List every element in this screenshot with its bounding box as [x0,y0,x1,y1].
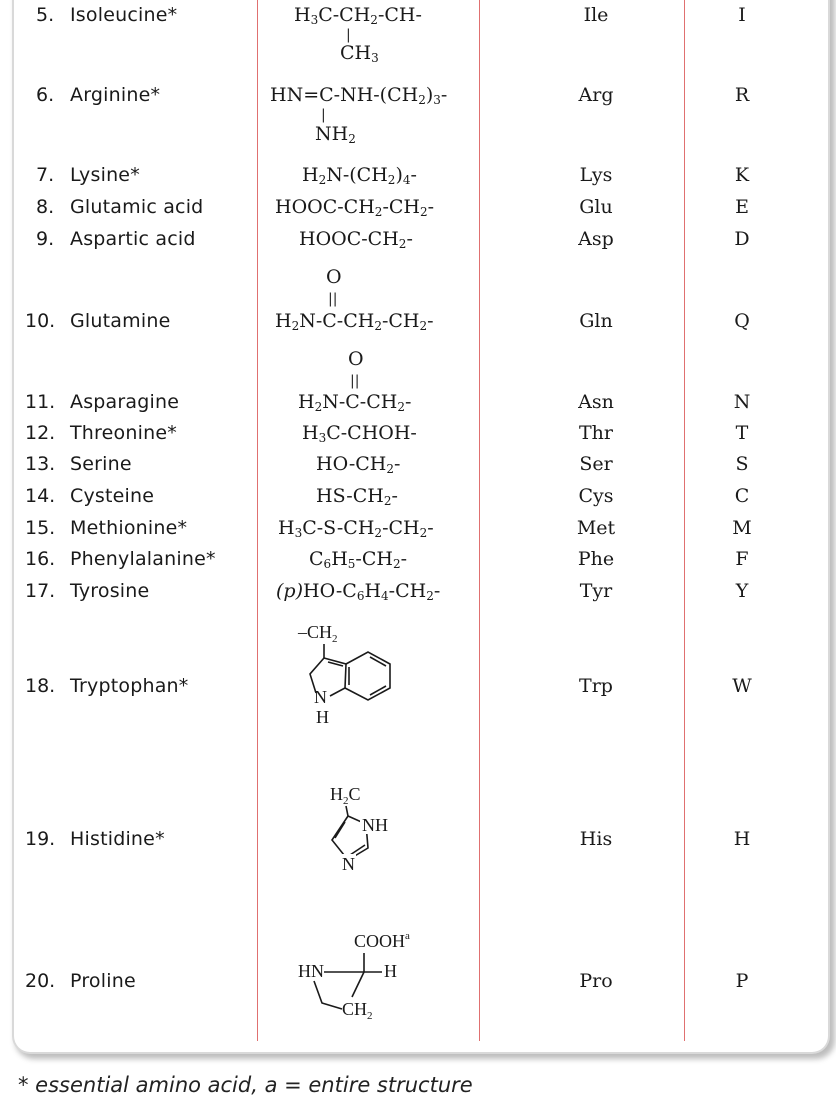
three-letter-code: Glu [579,196,613,218]
side-chain-formula: $H_3C-S-CH_2-CH_2-$ [278,517,434,540]
amino-acid-name: Tryptophan* [70,675,189,697]
tryptophan-structure [290,618,430,733]
amino-acid-name: Cysteine [70,485,155,507]
three-letter-code: Ile [583,4,609,26]
row-number: 15. [25,517,56,539]
side-chain-formula: $HN=C-NH-(CH_2)_3-$ [270,84,448,107]
side-chain-formula: $H_2N-C-CH_2-$ [298,391,412,414]
three-letter-code: Pro [579,970,613,992]
amino-acid-name: Methionine* [70,517,188,539]
row-number: 13. [25,453,56,475]
row-number: 6. [36,84,55,106]
amino-acid-name: Histidine* [70,828,165,850]
three-letter-code: Tyr [579,580,613,602]
amino-acid-name: Phenylalanine* [70,548,216,570]
one-letter-code: T [735,422,749,444]
row-number: 9. [36,228,55,250]
three-letter-code: Arg [578,84,614,106]
three-letter-code: Ser [579,453,613,475]
three-letter-code: Gln [579,310,613,332]
amino-acid-name: Threonine* [70,422,177,444]
side-chain-formula: HOOC-$CH_2-$ [299,228,413,251]
carbonyl-oxygen: O [348,348,364,370]
histidine-structure [318,778,418,883]
three-letter-code: Asn [578,391,614,413]
proline-h: H [384,961,397,981]
one-letter-code: P [735,970,749,992]
imidazole-nh: NH [362,815,388,835]
three-letter-code: Phe [577,548,615,570]
h2c-label: $H_2C$ [330,784,361,807]
row-number: 5. [36,4,55,26]
side-chain-formula: $H_2N-(CH_2)_4-$ [302,164,417,187]
side-chain-formula: $H_3C-CH_2-CH-$ [294,4,422,27]
cooh-label: COOH$^a$ [354,930,410,951]
three-letter-code: Trp [579,675,613,697]
indole-n: N [314,687,327,707]
amino-acid-name: Proline [70,970,136,992]
three-letter-code: Met [576,517,616,539]
row-number: 18. [25,675,56,697]
three-letter-code: His [579,828,613,850]
side-chain-formula: $H_2N-C-CH_2-CH_2-$ [275,310,434,333]
row-number: 17. [25,580,56,602]
proline-hn: HN [298,961,324,981]
ch2-label: $-CH_2$ [298,622,338,645]
one-letter-code: F [735,548,749,570]
row-number: 14. [25,485,56,507]
side-chain-formula: $(p)HO-C_6H_4-CH_2-$ [276,580,441,603]
imidazole-n: N [342,854,355,874]
one-letter-code: M [732,517,752,539]
row-number: 7. [36,164,55,186]
column-divider [257,0,258,1041]
one-letter-code: R [734,84,750,106]
amino-acid-name: Serine [70,453,132,475]
one-letter-code: E [735,196,749,218]
amino-acid-name: Aspartic acid [70,228,196,250]
row-number: 16. [25,548,56,570]
amino-acid-name: Asparagine [70,391,180,413]
bond-line: | [321,107,326,123]
row-number: 10. [25,310,56,332]
three-letter-code: Asp [578,228,614,250]
side-chain-formula: HOOC-$CH_2-CH_2-$ [275,196,435,219]
double-bond: || [328,291,338,307]
side-chain-formula: $H_3C-CHOH-$ [302,422,417,445]
one-letter-code: C [734,485,750,507]
proline-ch2: $CH_2$ [342,999,373,1022]
column-divider [479,0,480,1041]
row-number: 20. [25,970,56,992]
three-letter-code: Cys [578,485,614,507]
one-letter-code: D [734,228,750,250]
carbonyl-oxygen: O [326,266,342,288]
row-number: 12. [25,422,56,444]
one-letter-code: H [733,828,751,850]
side-chain-formula: $C_6H_5-CH_2-$ [309,548,407,571]
side-chain-formula: $HS-CH_2-$ [316,485,398,508]
amino-acid-name: Isoleucine* [70,4,178,26]
one-letter-code: N [733,391,751,413]
one-letter-code: Y [735,580,749,602]
side-chain-formula: $HO-CH_2-$ [316,453,401,476]
one-letter-code: W [732,675,752,697]
three-letter-code: Lys [579,164,613,186]
amino-acid-name: Tyrosine [70,580,150,602]
proline-structure [292,925,442,1020]
one-letter-code: I [738,4,746,26]
amino-acid-name: Lysine* [70,164,140,186]
three-letter-code: Thr [579,422,613,444]
row-number: 19. [25,828,56,850]
amino-acid-name: Glutamine [70,310,171,332]
double-bond: || [350,373,360,389]
one-letter-code: K [734,164,750,186]
row-number: 11. [25,391,56,413]
amino-acid-name: Arginine* [70,84,161,106]
side-chain-branch: $CH_3$ [340,42,379,65]
bond-line: | [346,27,351,43]
footnote: * essential amino acid, a = entire structure [18,1073,473,1097]
one-letter-code: S [735,453,749,475]
indole-h: H [316,707,329,727]
amino-acid-name: Glutamic acid [70,196,204,218]
column-divider [684,0,685,1041]
row-number: 8. [36,196,55,218]
side-chain-branch: $NH_2$ [315,123,356,146]
one-letter-code: Q [734,310,750,332]
